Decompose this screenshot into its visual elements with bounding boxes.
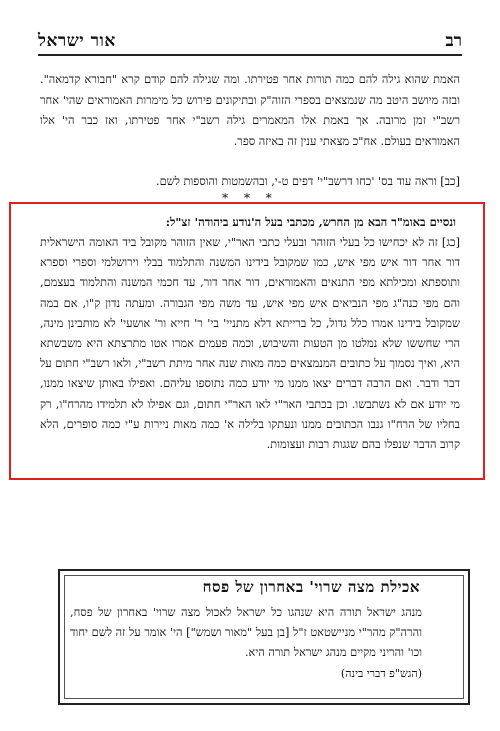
section-divider: * * *: [222, 191, 278, 205]
quoted-paragraph: [כג] זה לא יכחישו כל בעלי הזוהר ובעלי כתבי האר"י, שאין הזוהר מקובל ביד האומה הישראלית דור אחר דור איש מפי איש, כמו שמקובל בידינו המשנה והתלמוד בבלי וירושלמי וספרי וספרא ותוספתא ומכילתא מפי התנאים והאמוראים, דור אחר דור, עד חכמי המשנה והתלמוד בעצמם, והם מפי כנה"ג מפי הנביאים איש מפי איש, עד משה מפי הגבורה. ומעתה נדון ק"ו, אם במה שמקובל בידינו אמרו כלל גדול, כל ברייתא דלא מתניי' בי' ר' חייא ור' אושעי' לא מותבינן מינה, הרי שחששו שלא נמלטו מן הטעות והשיבוש, וכמה פעמים אמרו אטו מתרצתא היא משבשתא היא, ואיך נסמוך על כתובים המנמצאים כמה מאות שנה אחר מיתת רשב"י, ולאו רשב"י חתום על דבר ודבר. ואם הרבה דברים יצאו ממנו מי יודע כמה נתוספו עליהם. ואפילו באותן שיצאו ממנו, מי יודע אם לא נשתבשו. וכן בכתבי האר"י לאו האר"י חתום, וגם אפילו לא תלמידו מהרח"ו, רק בחליו של הרח"ו גנבו הכתובים ממנו ונעתקו בלילה א' כמה מאות ניירות ע"י כמה סופרים, הלא קרוב הדבר שנפלו בהם שגגות רבות ועצומות.: [40, 236, 460, 452]
notice-source: (הגש"פ דברי בינה): [340, 667, 422, 680]
quote-intro: ונסיים באומ"ר הבא מן החרש, מכתבי בעל ה'נודע ביהודה' זצ"ל:: [165, 215, 456, 229]
running-header: [38, 27, 462, 56]
notice-body: מנהג ישראל תורה היא שנהגו כל ישראל לאכול מצה שרוי' באחרון של פסח, והרה"ק מהר"י מניישטאט ז"ל [בן בעל "מאור ושמש"] הי' אומר על זה לשם יחוד וכו' והריני מקיים מנהג ישראל תורה היא.: [70, 606, 422, 659]
notice-title: אכילת מצה שרוי' באחרון של פסח: [202, 578, 420, 596]
page-number-label: רב: [445, 31, 462, 51]
body-paragraph: האמת שהוא גילה להם כמה תורות אחר פטירתו. ומה שגילה להם קודם קרא "חבורא קדמאה". ובזה מיושב היטב מה שנמצאים בספרי הזוה"ק ובתיקונים פירוש כל מימרות האמוראים שהי' אחר רשב"י זמן מרובה. אך באמת אלו המאמרים גילה רשב"י אחר פטירתו, ואז כבר הי' אלו האמוראים בעולם. אח"כ מצאתי ענין זה באיזה ספר.: [40, 73, 460, 148]
book-title: אור ישראל: [38, 31, 116, 51]
footnote: [כב] וראה עוד בס' 'כחו דרשב"י' דפים ט-י, ובהשמטות והוספות לשם.: [155, 175, 460, 188]
